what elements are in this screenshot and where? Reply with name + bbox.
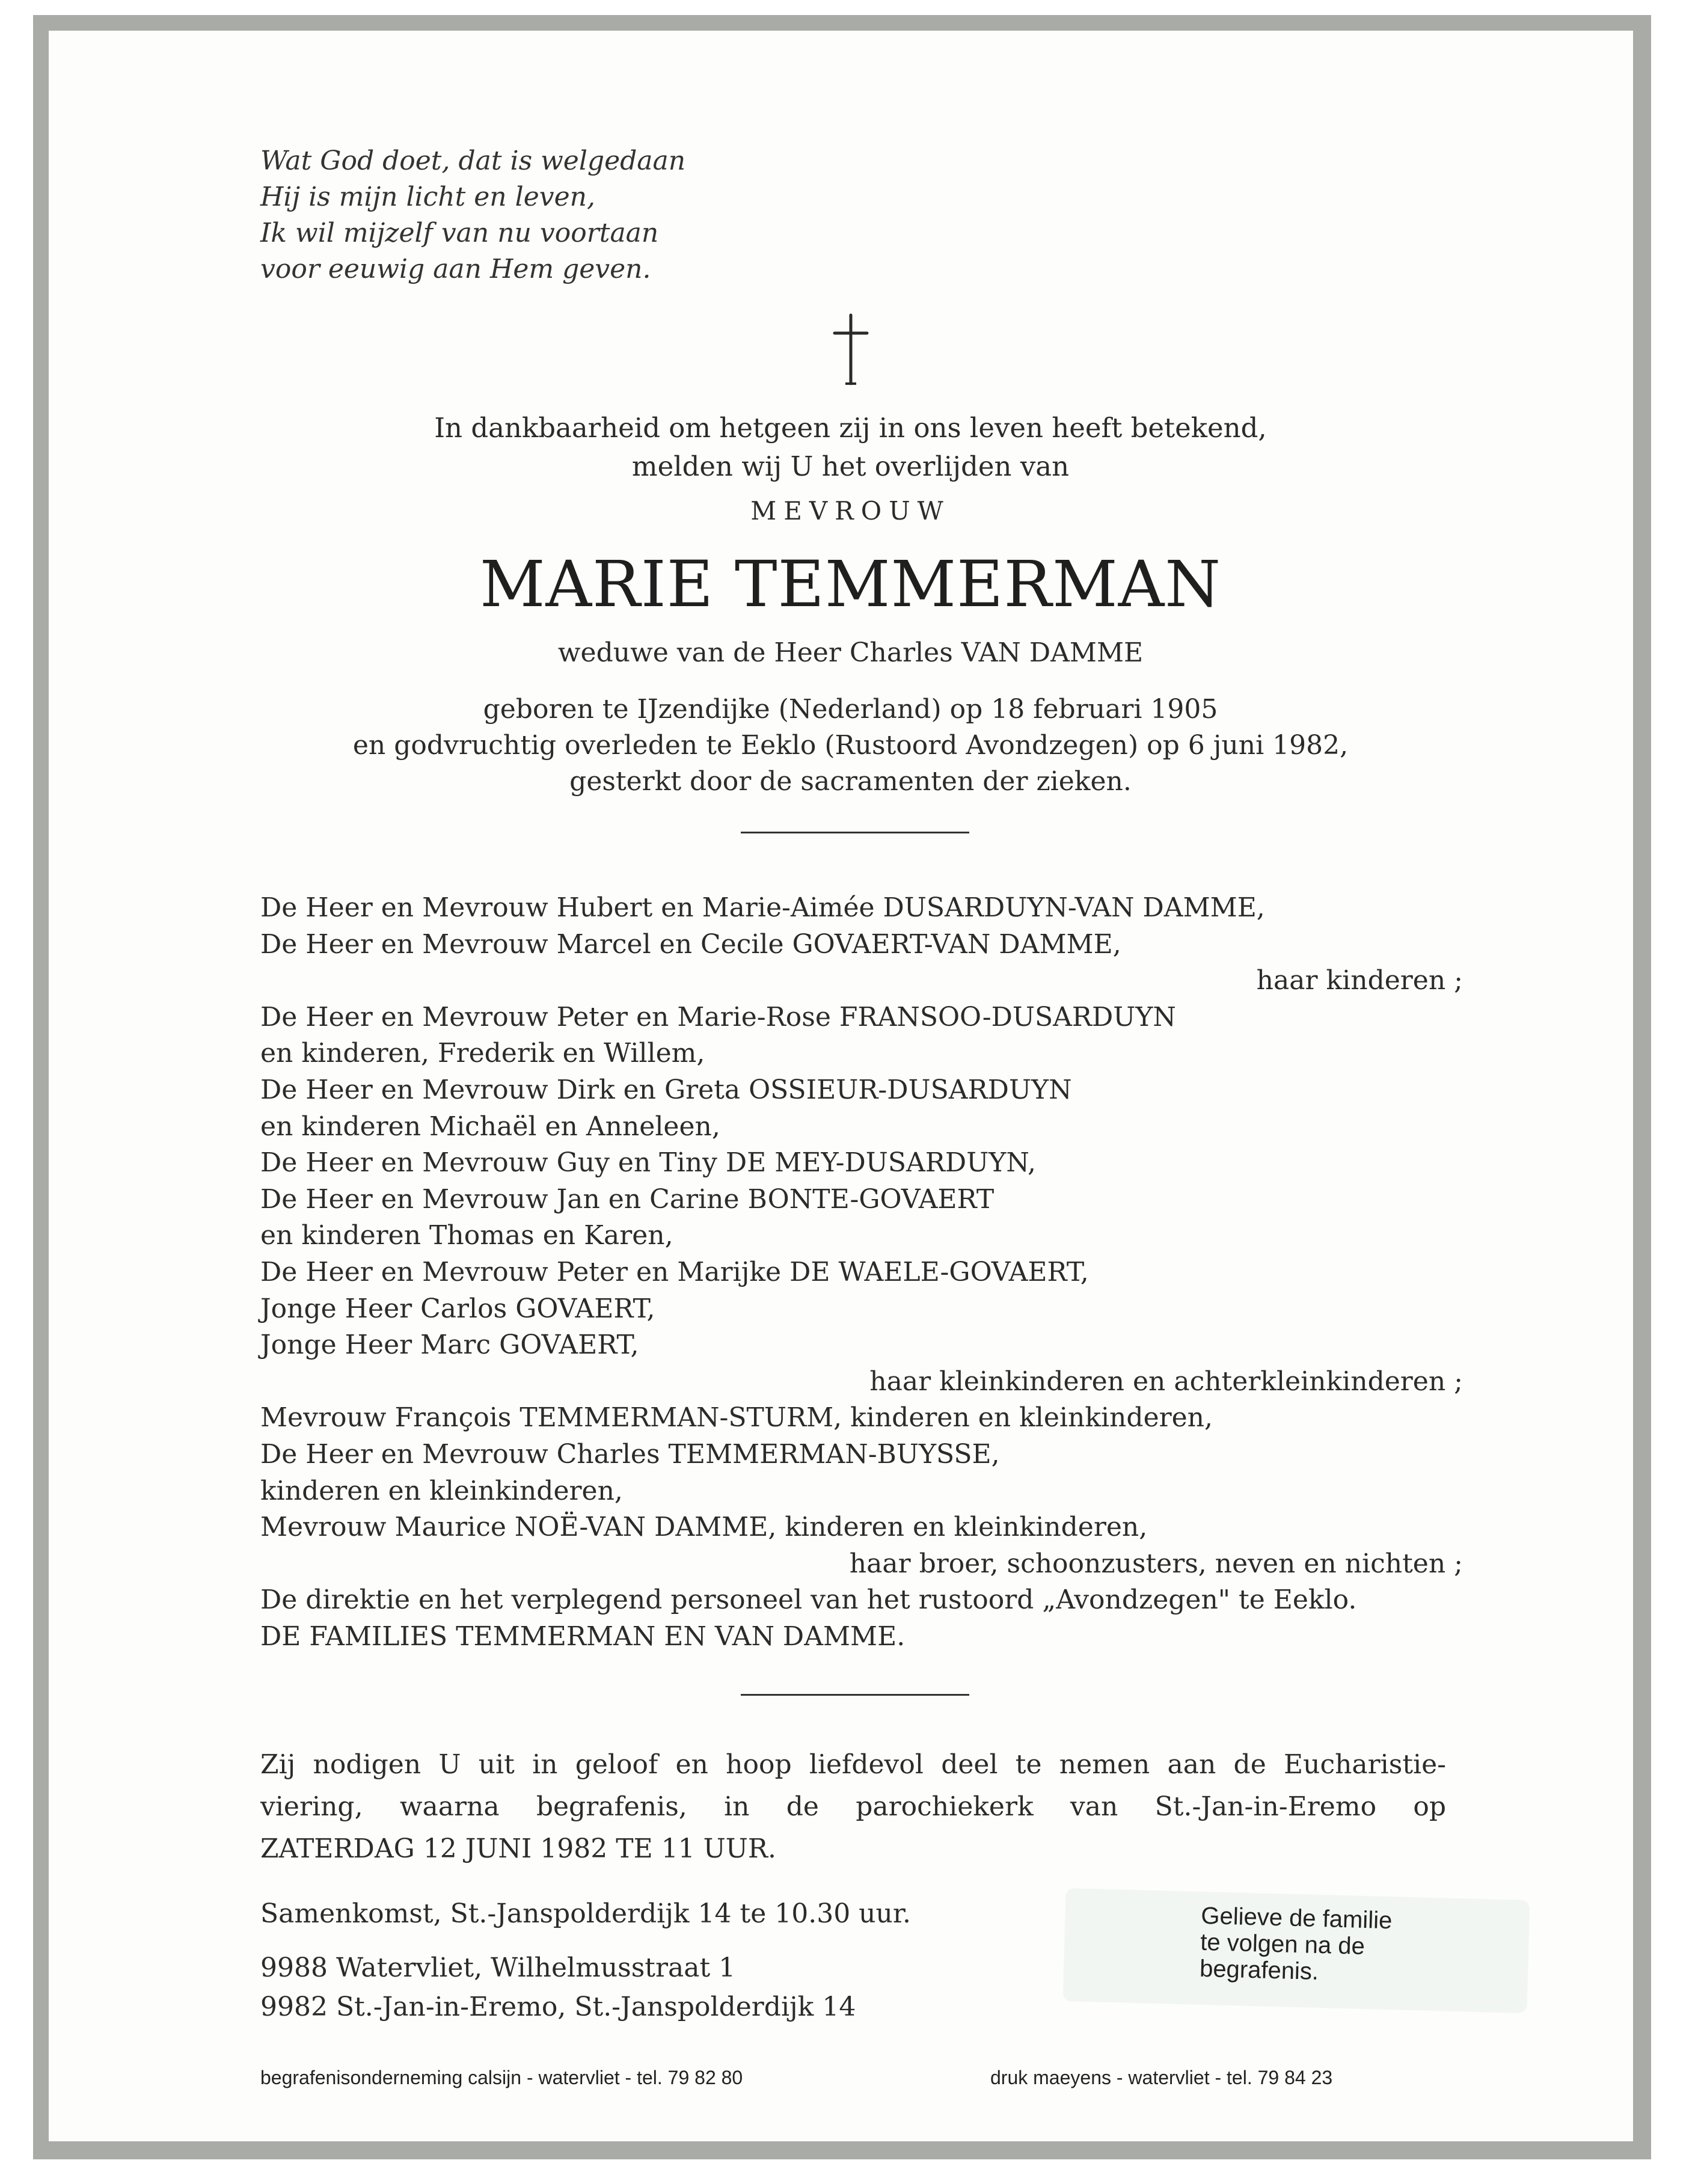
family-line: De Heer en Mevrouw Marcel en Cecile GOVAERT-VAN DAMME, <box>260 928 1121 960</box>
sticker-label <box>1063 1888 1530 2013</box>
family-line: De Heer en Mevrouw Guy en Tiny DE MEY-DUSARDUYN, <box>260 1147 1037 1179</box>
footer-funeral-home: begrafenisonderneming calsijn - watervliet - tel. 79 82 80 <box>260 2067 743 2088</box>
motto-line: Hij is mijn licht en leven, <box>260 182 595 212</box>
family-line: en kinderen Thomas en Karen, <box>260 1220 673 1251</box>
motto-line: Ik wil mijzelf van nu voortaan <box>260 218 659 248</box>
invitation-line: ZATERDAG 12 JUNI 1982 TE 11 UUR. <box>260 1833 776 1864</box>
family-line: Jonge Heer Marc GOVAERT, <box>260 1330 639 1361</box>
family-line: De Heer en Mevrouw Hubert en Marie-Aimée DUSARDUYN-VAN DAMME, <box>260 892 1265 923</box>
invitation-line: viering, waarna begrafenis, in de parochiekerk van St.-Jan-in-Eremo op <box>260 1791 1446 1822</box>
intro-line: melden wij U het overlijden van <box>631 450 1070 482</box>
relation-summary: haar kleinkinderen en achterkleinkinderen ; <box>869 1366 1463 1397</box>
motto-verse <box>260 143 685 287</box>
relation-summary: haar kinderen ; <box>1256 965 1463 996</box>
motto-line: voor eeuwig aan Hem geven. <box>260 254 651 284</box>
sticker-text <box>1200 1903 1393 1987</box>
sticker-line: Gelieve de familie <box>1200 1902 1393 1934</box>
address-line: 9988 Watervliet, Wilhelmusstraat 1 <box>260 1952 736 1983</box>
footer-printer: druk maeyens - watervliet - tel. 79 84 23 <box>990 2067 1333 2088</box>
invitation-line: Zij nodigen U uit in geloof en hoop liefdevol deel te nemen aan de Eucharistie- <box>260 1749 1446 1780</box>
family-line: De Heer en Mevrouw Jan en Carine BONTE-GOVAERT <box>260 1183 995 1215</box>
family-line: Mevrouw Maurice NOË-VAN DAMME, kinderen en kleinkinderen, <box>260 1512 1148 1543</box>
family-line: De Heer en Mevrouw Charles TEMMERMAN-BUYSSE, <box>260 1438 1000 1470</box>
title-mevrouw: MEVROUW <box>750 496 951 526</box>
dates-line: geboren te IJzendijke (Nederland) op 18 februari 1905 <box>483 694 1218 725</box>
intro-text <box>0 409 1701 486</box>
family-line: De Heer en Mevrouw Peter en Marijke DE WAELE-GOVAERT, <box>260 1256 1089 1287</box>
family-line: De Heer en Mevrouw Peter en Marie-Rose FRANSOO-DUSARDUYN <box>260 1001 1176 1032</box>
divider <box>741 832 969 833</box>
divider <box>741 1694 969 1696</box>
family-line: Jonge Heer Carlos GOVAERT, <box>260 1293 655 1324</box>
family-line: De Heer en Mevrouw Dirk en Greta OSSIEUR-DUSARDUYN <box>260 1074 1072 1105</box>
motto-line: Wat God doet, dat is welgedaan <box>260 146 686 176</box>
cross-icon <box>830 313 872 386</box>
family-line: kinderen en kleinkinderen, <box>260 1475 623 1506</box>
family-line: en kinderen, Frederik en Willem, <box>260 1038 705 1069</box>
birth-death-info <box>0 692 1701 800</box>
sticker-line: te volgen na de <box>1200 1928 1365 1960</box>
family-line: Mevrouw François TEMMERMAN-STURM, kinderen en kleinkinderen, <box>260 1402 1213 1434</box>
dates-line: en godvruchtig overleden te Eeklo (Rustoord Avondzegen) op 6 juni 1982, <box>352 730 1349 761</box>
address-line: 9982 St.-Jan-in-Eremo, St.-Janspolderdijk 14 <box>260 1992 856 2022</box>
family-line: De direktie en het verplegend personeel van het rustoord „Avondzegen" te Eeklo. <box>260 1584 1357 1616</box>
family-line: en kinderen Michaël en Anneleen, <box>260 1111 720 1142</box>
family-list <box>260 890 1463 1655</box>
family-line: DE FAMILIES TEMMERMAN EN VAN DAMME. <box>260 1621 906 1652</box>
widow-of: weduwe van de Heer Charles VAN DAMME <box>557 637 1144 668</box>
meeting-info: Samenkomst, St.-Janspolderdijk 14 te 10.30 uur. <box>260 1898 912 1929</box>
dates-line: gesterkt door de sacramenten der zieken. <box>569 766 1132 797</box>
invitation <box>260 1744 1446 1870</box>
deceased-name: MARIE TEMMERMAN <box>479 547 1222 621</box>
intro-line: In dankbaarheid om hetgeen zij in ons leven heeft betekend, <box>434 412 1267 444</box>
relation-summary: haar broer, schoonzusters, neven en nichten ; <box>849 1548 1463 1579</box>
sticker-line: begrafenis. <box>1199 1955 1319 1985</box>
